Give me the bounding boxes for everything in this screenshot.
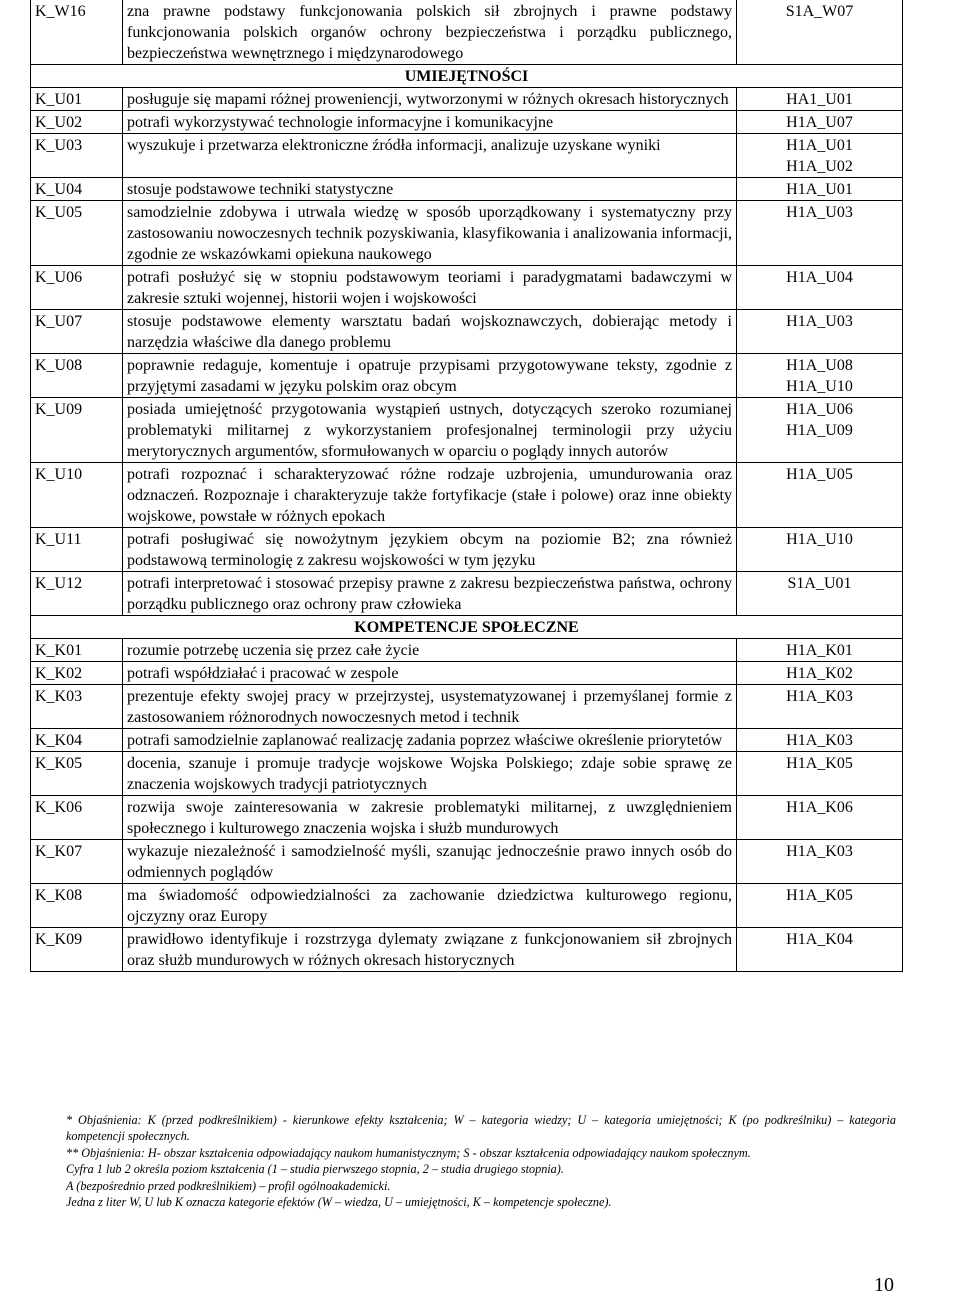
outcome-refs: [737, 528, 903, 572]
page-number: 10: [874, 1274, 894, 1296]
outcome-description: rozumie potrzebę uczenia się przez całe życie: [123, 639, 737, 662]
outcome-ref: H1A_U09: [786, 422, 853, 439]
table-row: [31, 662, 903, 685]
outcome-refs: [737, 928, 903, 972]
outcome-code: K_U08: [31, 354, 123, 398]
outcome-ref: H1A_K01: [786, 642, 853, 659]
outcome-code: K_K04: [31, 729, 123, 752]
outcome-ref: H1A_U10: [786, 378, 853, 395]
outcome-ref: H1A_U03: [786, 313, 853, 330]
outcome-ref: H1A_U07: [786, 114, 853, 131]
outcome-ref: H1A_U03: [786, 204, 853, 221]
outcome-code: K_U03: [31, 134, 123, 178]
table-row: [31, 354, 903, 398]
outcome-code: K_W16: [31, 0, 123, 65]
outcome-ref: H1A_K06: [786, 799, 853, 816]
table-row-k-w16: [31, 0, 903, 65]
outcome-description: prawidłowo identyfikuje i rozstrzyga dylematy związane z funkcjonowaniem sił zbrojnych oraz służb mundurowych w różnych okresach historycznych: [123, 928, 737, 972]
table-row: [31, 928, 903, 972]
outcome-description: poprawnie redaguje, komentuje i opatruje przypisami przygotowywane teksty, zgodnie z przyjętymi zasadami w języku polskim oraz obcym: [123, 354, 737, 398]
outcome-description: zna prawne podstawy funkcjonowania polskich sił zbrojnych i prawne podstawy funkcjonowania polskich organów ochrony bezpieczeństwa i porządku publicznego, bezpieczeństwa wewnętrznego i międzynarodowego: [123, 0, 737, 65]
table-row: [31, 178, 903, 201]
table-row: [31, 884, 903, 928]
outcome-ref: H1A_U04: [786, 269, 853, 286]
outcome-code: K_K01: [31, 639, 123, 662]
outcome-code: K_U12: [31, 572, 123, 616]
outcome-code: K_U09: [31, 398, 123, 463]
section-heading-row: [31, 616, 903, 639]
outcome-ref: H1A_U08: [786, 357, 853, 374]
outcome-code: K_K07: [31, 840, 123, 884]
outcome-ref: H1A_U02: [786, 158, 853, 175]
outcome-refs: [737, 354, 903, 398]
outcome-code: K_U07: [31, 310, 123, 354]
outcome-refs: [737, 796, 903, 840]
outcome-refs: [737, 88, 903, 111]
outcome-description: wykazuje niezależność i samodzielność myśli, szanując jednocześnie prawo innych osób do odmiennych poglądów: [123, 840, 737, 884]
outcome-refs: [737, 639, 903, 662]
social-competences-heading: KOMPETENCJE SPOŁECZNE: [31, 616, 903, 639]
outcome-ref: H1A_U10: [786, 531, 853, 548]
outcome-refs: [737, 266, 903, 310]
outcome-code: K_K05: [31, 752, 123, 796]
table-row: [31, 729, 903, 752]
skills-heading: UMIEJĘTNOŚCI: [31, 65, 903, 88]
outcome-ref: H1A_K05: [786, 887, 853, 904]
outcome-description: ma świadomość odpowiedzialności za zachowanie dziedzictwa kulturowego regionu, ojczyzny oraz Europy: [123, 884, 737, 928]
outcome-description: potrafi posłużyć się w stopniu podstawowym teoriami i paradygmatami badawczymi w zakresie sztuki wojennej, historii wojen i wojskowości: [123, 266, 737, 310]
outcome-description: potrafi rozpoznać i scharakteryzować różne rodzaje uzbrojenia, umundurowania oraz odznaczeń. Rozpoznaje i charakteryzuje także fortyfikacje (stałe i polowe) oraz inne obiekty wojskowe, powstałe w różnych epokach: [123, 463, 737, 528]
outcome-code: K_K08: [31, 884, 123, 928]
outcome-code: K_K02: [31, 662, 123, 685]
outcome-ref: H1A_K03: [786, 688, 853, 705]
table-row: [31, 639, 903, 662]
outcome-refs: [737, 662, 903, 685]
outcome-refs: [737, 201, 903, 266]
outcome-description: wyszukuje i przetwarza elektroniczne źródła informacji, analizuje uzyskane wyniki: [123, 134, 737, 178]
table-row: [31, 685, 903, 729]
section-heading-row: [31, 65, 903, 88]
outcome-ref: H1A_K02: [786, 665, 853, 682]
outcome-refs: [737, 134, 903, 178]
outcome-description: docenia, szanuje i promuje tradycje wojskowe Wojska Polskiego; zdaje sobie sprawę ze znaczenia wojskowych tradycji patriotycznych: [123, 752, 737, 796]
table-row: [31, 752, 903, 796]
outcome-refs: [737, 752, 903, 796]
outcome-description: potrafi samodzielnie zaplanować realizację zadania poprzez właściwe określenie priorytetów: [123, 729, 737, 752]
outcome-description: potrafi interpretować i stosować przepisy prawne z zakresu bezpieczeństwa państwa, ochrony porządku publicznego oraz ochrony praw człowieka: [123, 572, 737, 616]
outcome-code: K_K09: [31, 928, 123, 972]
table-row: [31, 840, 903, 884]
footnote-5: Jedna z liter W, U lub K oznacza kategorie efektów (W – wiedza, U – umiejętności, K – kompetencje społeczne).: [66, 1195, 612, 1210]
outcome-refs: [737, 310, 903, 354]
outcome-ref: H1A_U05: [786, 466, 853, 483]
outcome-refs: [737, 463, 903, 528]
outcome-ref: H1A_U01: [786, 181, 853, 198]
learning-outcomes-table: [30, 0, 903, 972]
table-row: [31, 463, 903, 528]
outcome-description: stosuje podstawowe techniki statystyczne: [123, 178, 737, 201]
outcome-refs: [737, 572, 903, 616]
outcome-refs: [737, 111, 903, 134]
table-row: [31, 796, 903, 840]
table-row: [31, 111, 903, 134]
table-row: [31, 134, 903, 178]
outcome-refs: [737, 840, 903, 884]
footnote-1: * Objaśnienia: K (przed podkreślnikiem) - kierunkowe efekty kształcenia; W – kategoria wiedzy; U – kategoria umiejętności; K (po podkreślniku) – kategoria kompetencji społecznych.: [66, 1113, 896, 1144]
footnote-4: A (bezpośrednio przed podkreślnikiem) – profil ogólnoakademicki.: [66, 1178, 391, 1193]
outcome-ref: S1A_U01: [787, 575, 852, 592]
outcome-refs: [737, 398, 903, 463]
outcome-ref: H1A_U01: [786, 137, 853, 154]
outcome-description: posługuje się mapami różnej proweniencji, wytworzonymi w różnych okresach historycznych: [123, 88, 737, 111]
outcome-code: K_U04: [31, 178, 123, 201]
outcome-ref: H1A_K03: [786, 843, 853, 860]
outcome-code: K_U01: [31, 88, 123, 111]
table-row: [31, 88, 903, 111]
outcome-code: K_K03: [31, 685, 123, 729]
outcome-refs: [737, 685, 903, 729]
table-row: [31, 572, 903, 616]
outcome-code: K_K06: [31, 796, 123, 840]
footnotes: [66, 1112, 896, 1210]
table-row: [31, 398, 903, 463]
outcome-description: potrafi posługiwać się nowożytnym językiem obcym na poziomie B2; zna również podstawową terminologię z zakresu wojskowości w tym języku: [123, 528, 737, 572]
outcome-ref: H1A_K05: [786, 755, 853, 772]
outcome-description: potrafi współdziałać i pracować w zespole: [123, 662, 737, 685]
outcome-description: rozwija swoje zainteresowania w zakresie problematyki militarnej, z uwzględnieniem społecznego i kulturowego znaczenia wojska i służb mundurowych: [123, 796, 737, 840]
outcome-ref: H1A_K04: [786, 931, 853, 948]
outcome-ref: S1A_W07: [737, 0, 903, 65]
table-row: [31, 201, 903, 266]
outcome-code: K_U10: [31, 463, 123, 528]
outcome-ref: HA1_U01: [786, 91, 853, 108]
outcome-description: samodzielnie zdobywa i utrwala wiedzę w sposób uporządkowany i systematyczny przy zastosowaniu nowoczesnych technik pozyskiwania, klasyfikowania i analizowania informacji, zgodnie ze wskazówkami opiekuna naukowego: [123, 201, 737, 266]
outcome-ref: H1A_K03: [786, 732, 853, 749]
footnote-2: ** Objaśnienia: H- obszar kształcenia odpowiadający naukom humanistycznym; S - obszar kształcenia odpowiadający naukom społecznym.: [66, 1145, 751, 1160]
outcome-refs: [737, 729, 903, 752]
outcome-description: posiada umiejętność przygotowania wystąpień ustnych, dotyczących szeroko rozumianej problematyki militarnej z wykorzystaniem profesjonalnej terminologii przy użyciu merytorycznych argumentów, sformułowanych w oparciu o poglądy innych autorów: [123, 398, 737, 463]
table-row: [31, 266, 903, 310]
outcome-ref: H1A_U06: [786, 401, 853, 418]
outcome-description: stosuje podstawowe elementy warsztatu badań wojskoznawczych, dobierając metody i narzędzia właściwe dla danego problemu: [123, 310, 737, 354]
outcome-refs: [737, 884, 903, 928]
footnote-3: Cyfra 1 lub 2 określa poziom kształcenia (1 – studia pierwszego stopnia, 2 – studia drugiego stopnia).: [66, 1162, 564, 1177]
outcome-code: K_U02: [31, 111, 123, 134]
outcome-description: potrafi wykorzystywać technologie informacyjne i komunikacyjne: [123, 111, 737, 134]
table-row: [31, 310, 903, 354]
outcome-description: prezentuje efekty swojej pracy w przejrzystej, usystematyzowanej i przemyślanej formie z zastosowaniem różnorodnych nowoczesnych metod i technik: [123, 685, 737, 729]
outcome-code: K_U06: [31, 266, 123, 310]
outcome-code: K_U05: [31, 201, 123, 266]
outcome-code: K_U11: [31, 528, 123, 572]
table-row: [31, 528, 903, 572]
outcome-refs: [737, 178, 903, 201]
